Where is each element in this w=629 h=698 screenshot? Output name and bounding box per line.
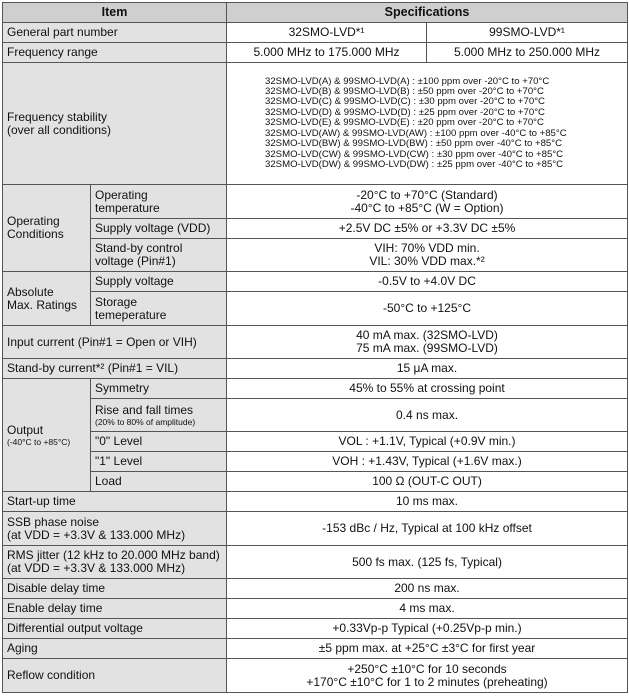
operating-label-line1: Operating — [7, 214, 60, 228]
load-label: Load — [91, 472, 227, 492]
operating-temperature-label — [91, 185, 227, 219]
row-startup-time — [3, 492, 628, 512]
stability-line: 32SMO-LVD(B) & 99SMO-LVD(B) : ±50 ppm over -20°C to +70°C — [265, 86, 544, 98]
rms-jitter-value: 500 fs max. (125 fs, Typical) — [227, 546, 628, 579]
input-current-value — [227, 326, 628, 359]
row-frequency-stability — [3, 63, 628, 185]
row-disable-delay — [3, 579, 628, 599]
rise-fall-label-sub: (20% to 80% of amplitude) — [95, 416, 196, 427]
storage-label-line1: Storage — [95, 294, 138, 309]
stability-line: 32SMO-LVD(CW) & 99SMO-LVD(CW) : ±30 ppm over -40°C to +85°C — [265, 148, 564, 160]
rise-fall-label — [91, 399, 227, 432]
enable-delay-value: 4 ms max. — [227, 599, 628, 619]
load-value: 100 Ω (OUT-C OUT) — [227, 472, 628, 492]
standby-control-label-line1: Stand-by control — [95, 241, 183, 255]
absolute-supply-value: -0.5V to +4.0V DC — [227, 272, 628, 292]
level-1-label: "1" Level — [91, 452, 227, 472]
row-differential-output — [3, 619, 628, 639]
rms-label-line1: RMS jitter (12 kHz to 20.000 MHz band) — [7, 548, 220, 562]
enable-delay-label: Enable delay time — [3, 599, 227, 619]
disable-delay-value: 200 ns max. — [227, 579, 628, 599]
operating-temperature-value — [227, 185, 628, 219]
stability-line: 32SMO-LVD(AW) & 99SMO-LVD(AW) : ±100 ppm over -40°C to +85°C — [265, 127, 567, 139]
frequency-range-model-b: 5.000 MHz to 250.000 MHz — [427, 43, 628, 63]
standby-control-value-line2: VIL: 30% VDD max.*² — [369, 254, 485, 268]
row-ssb-phase-noise — [3, 512, 628, 546]
row-storage-temperature — [3, 292, 628, 326]
absolute-label-line1: Absolute — [7, 284, 54, 299]
ssb-phase-noise-value: -153 dBc / Hz, Typical at 100 kHz offset — [227, 512, 628, 546]
rise-fall-label-main: Rise and fall times — [95, 402, 194, 417]
standby-control-label — [91, 239, 227, 272]
part-number-label: General part number — [3, 23, 227, 43]
row-level-0 — [3, 432, 628, 452]
storage-temperature-label — [91, 292, 227, 326]
level-0-value: VOL : +1.1V, Typical (+0.9V min.) — [227, 432, 628, 452]
frequency-stability-values — [227, 63, 628, 185]
stability-line: 32SMO-LVD(BW) & 99SMO-LVD(BW) : ±50 ppm over -40°C to +85°C — [265, 138, 563, 150]
frequency-stability-label-line1: Frequency stability — [7, 109, 108, 124]
stability-line: 32SMO-LVD(D) & 99SMO-LVD(D) : ±25 ppm over -20°C to +70°C — [265, 106, 545, 118]
stability-line: 32SMO-LVD(E) & 99SMO-LVD(E) : ±20 ppm over -20°C to +70°C — [265, 117, 544, 129]
row-rise-fall — [3, 399, 628, 432]
standby-current-label: Stand-by current*² (Pin#1 = VIL) — [3, 359, 227, 379]
frequency-range-model-a: 5.000 MHz to 175.000 MHz — [227, 43, 427, 63]
supply-voltage-label: Supply voltage (VDD) — [91, 219, 227, 239]
row-symmetry — [3, 379, 628, 399]
ssb-phase-noise-label — [3, 512, 227, 546]
operating-conditions-label — [3, 185, 91, 272]
row-absolute-supply — [3, 272, 628, 292]
standby-control-value-line1: VIH: 70% VDD min. — [374, 241, 480, 255]
frequency-stability-label — [3, 63, 227, 185]
row-level-1 — [3, 452, 628, 472]
storage-label-line2: temeperature — [95, 307, 167, 322]
row-input-current — [3, 326, 628, 359]
part-number-model-b: 99SMO-LVD*¹ — [427, 23, 628, 43]
row-standby-control — [3, 239, 628, 272]
row-reflow — [3, 659, 628, 693]
ssb-label-line2: (at VDD = +3.3V & 133.000 MHz) — [7, 527, 186, 542]
differential-output-value: +0.33Vp-p Typical (+0.25Vp-p min.) — [227, 619, 628, 639]
ssb-label-line1: SSB phase noise — [7, 514, 100, 529]
output-label-main: Output — [7, 422, 44, 437]
row-rms-jitter — [3, 546, 628, 579]
row-standby-current — [3, 359, 628, 379]
absolute-max-ratings-label — [3, 272, 91, 326]
reflow-value — [227, 659, 628, 693]
row-frequency-range — [3, 43, 628, 63]
supply-voltage-value: +2.5V DC ±5% or +3.3V DC ±5% — [227, 219, 628, 239]
startup-time-label: Start-up time — [3, 492, 227, 512]
output-label — [3, 379, 91, 492]
row-part-number — [3, 23, 628, 43]
operating-temperature-value-line1: -20°C to +70°C (Standard) — [356, 187, 498, 202]
row-load — [3, 472, 628, 492]
symmetry-label: Symmetry — [91, 379, 227, 399]
row-operating-temperature — [3, 185, 628, 219]
aging-value: ±5 ppm max. at +25°C ±3°C for first year — [227, 639, 628, 659]
part-number-model-a: 32SMO-LVD*¹ — [227, 23, 427, 43]
input-current-value-line1: 40 mA max. (32SMO-LVD) — [356, 328, 498, 342]
frequency-stability-label-line2: (over all conditions) — [7, 122, 112, 137]
frequency-range-label: Frequency range — [3, 43, 227, 63]
reflow-label: Reflow condition — [3, 659, 227, 693]
stability-line: 32SMO-LVD(C) & 99SMO-LVD(C) : ±30 ppm over -20°C to +70°C — [265, 96, 545, 108]
row-supply-voltage — [3, 219, 628, 239]
header-row — [3, 3, 628, 23]
operating-label-line2: Conditions — [7, 227, 64, 241]
startup-time-value: 10 ms max. — [227, 492, 628, 512]
operating-temperature-value-line2: -40°C to +85°C (W = Option) — [350, 200, 504, 215]
specifications-table — [2, 2, 628, 693]
reflow-value-line2: +170°C ±10°C for 1 to 2 minutes (preheating) — [306, 674, 548, 689]
absolute-supply-label: Supply voltage — [91, 272, 227, 292]
differential-output-label: Differential output voltage — [3, 619, 227, 639]
stability-line: 32SMO-LVD(A) & 99SMO-LVD(A) : ±100 ppm over -20°C to +70°C — [265, 75, 550, 87]
aging-label: Aging — [3, 639, 227, 659]
reflow-value-line1: +250°C ±10°C for 10 seconds — [347, 661, 507, 676]
symmetry-value: 45% to 55% at crossing point — [227, 379, 628, 399]
rms-label-line2: (at VDD = +3.3V & 133.000 MHz) — [7, 561, 186, 575]
stability-line: 32SMO-LVD(DW) & 99SMO-LVD(DW) : ±25 ppm over -40°C to +85°C — [265, 158, 564, 170]
absolute-label-line2: Max. Ratings — [7, 297, 78, 312]
rise-fall-value: 0.4 ns max. — [227, 399, 628, 432]
standby-control-value — [227, 239, 628, 272]
level-1-value: VOH : +1.43V, Typical (+1.6V max.) — [227, 452, 628, 472]
disable-delay-label: Disable delay time — [3, 579, 227, 599]
header-specifications: Specifications — [227, 3, 628, 23]
row-enable-delay — [3, 599, 628, 619]
standby-control-label-line2: voltage (Pin#1) — [95, 254, 176, 268]
input-current-value-line2: 75 mA max. (99SMO-LVD) — [356, 341, 498, 355]
storage-temperature-value: -50°C to +125°C — [227, 292, 628, 326]
input-current-label: Input current (Pin#1 = Open or VIH) — [3, 326, 227, 359]
header-item: Item — [3, 3, 227, 23]
operating-temperature-label-line2: temperature — [95, 200, 160, 215]
level-0-label: "0" Level — [91, 432, 227, 452]
operating-temperature-label-line1: Operating — [95, 187, 148, 202]
output-label-sub: (-40°C to +85°C) — [7, 436, 71, 447]
standby-current-value: 15 μA max. — [227, 359, 628, 379]
row-aging — [3, 639, 628, 659]
rms-jitter-label — [3, 546, 227, 579]
